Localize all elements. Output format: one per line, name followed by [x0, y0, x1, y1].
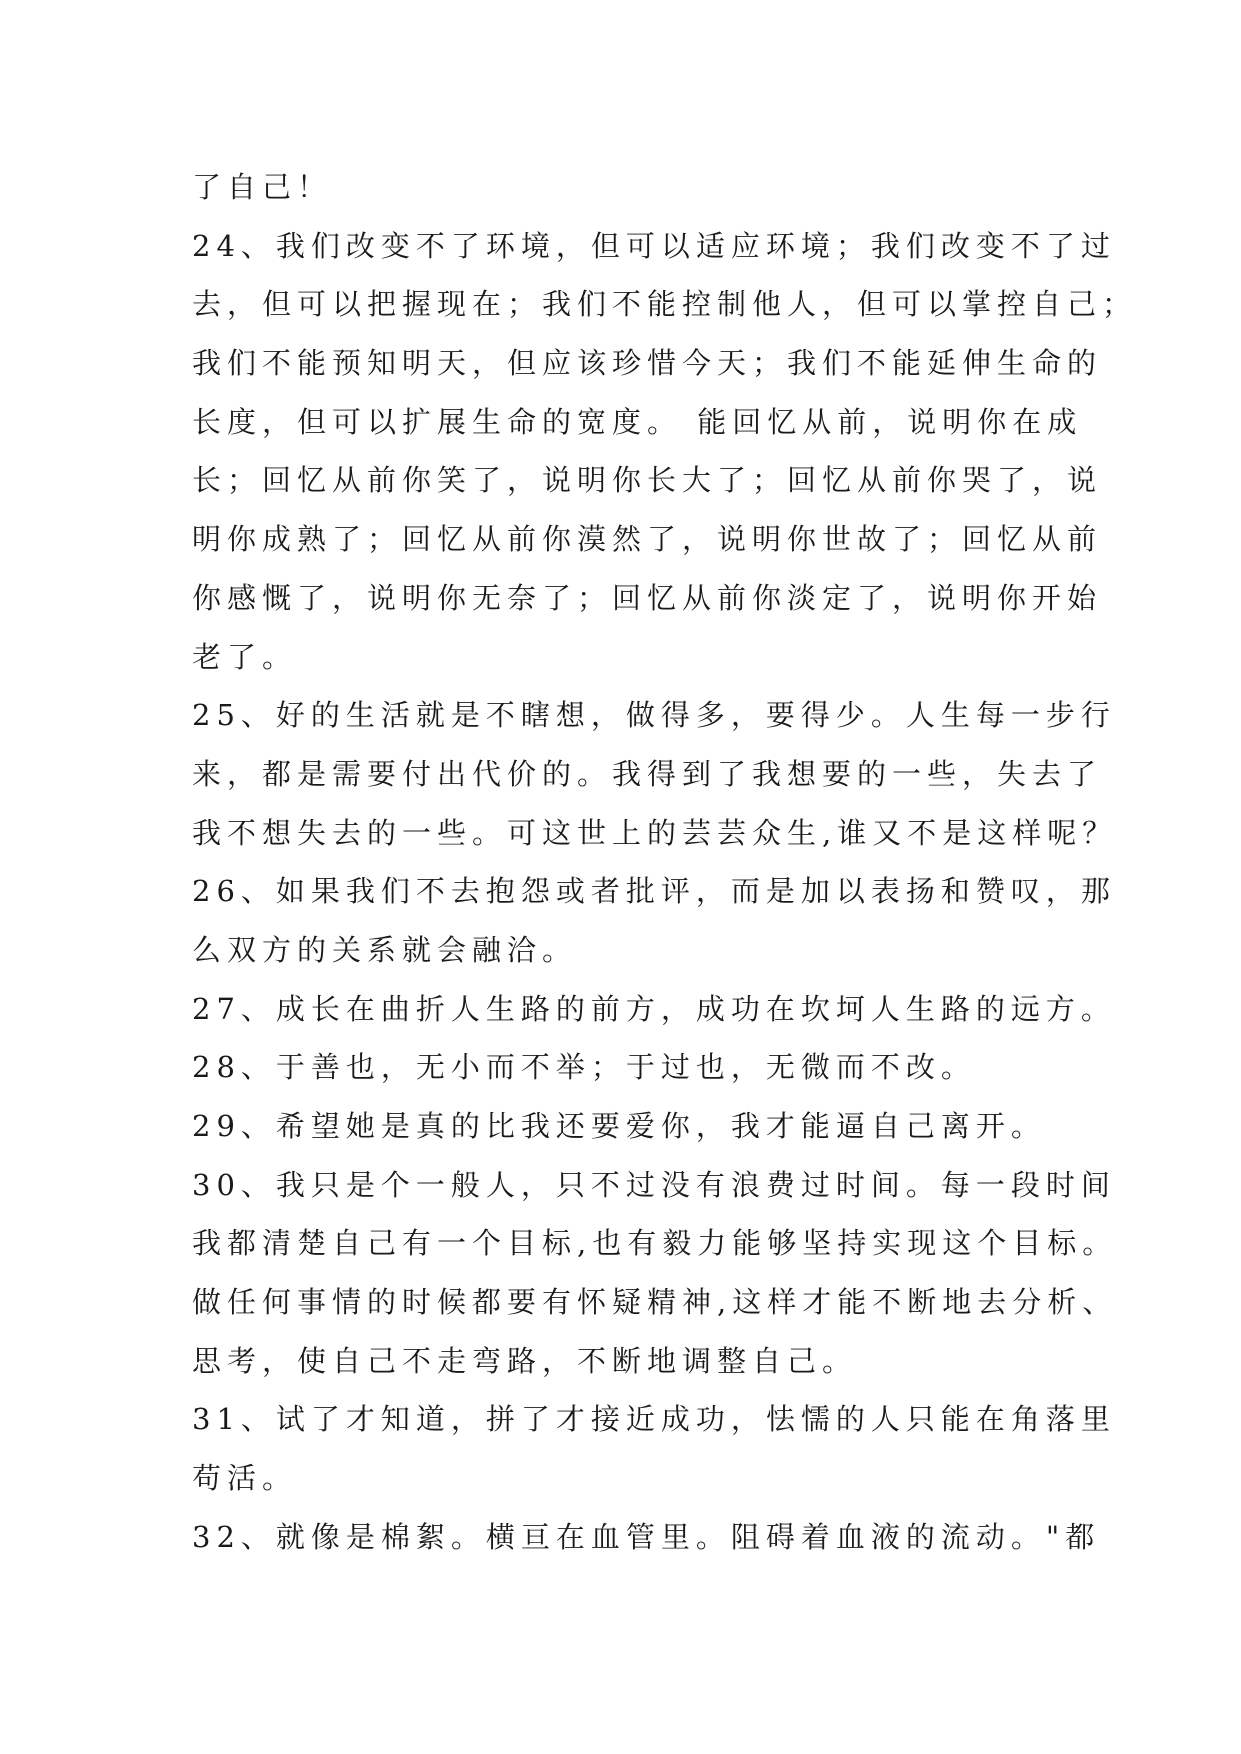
body-text: [192, 158, 1138, 1567]
text-line: 了自己！: [192, 170, 333, 204]
text-line: 长度，但可以扩展生命的宽度。 能回忆从前，说明你在成: [192, 404, 1083, 439]
text-line: 老了。: [192, 639, 298, 674]
text-line: 29、希望她是真的比我还要爱你，我才能逼自己离开。: [192, 1109, 1046, 1143]
text-line: 去，但可以把握现在；我们不能控制他人，但可以掌控自己；: [192, 287, 1138, 322]
text-line: 27、成长在曲折人生路的前方，成功在坎坷人生路的远方。: [192, 991, 1116, 1026]
text-line: 26、如果我们不去抱怨或者批评，而是加以表扬和赞叹，那: [192, 874, 1116, 909]
text-line: 思考，使自己不走弯路，不断地调整自己。: [192, 1343, 858, 1378]
text-line: 么双方的关系就会融洽。: [192, 932, 578, 967]
text-line: 苟活。: [192, 1461, 298, 1496]
text-line: 我都清楚自己有一个目标,也有毅力能够坚持实现这个目标。: [192, 1226, 1118, 1261]
text-line: 明你成熟了；回忆从前你漠然了，说明你世故了；回忆从前: [192, 522, 1103, 557]
text-line: 我们不能预知明天，但应该珍惜今天；我们不能延伸生命的: [192, 346, 1103, 381]
text-line: 25、好的生活就是不瞎想，做得多，要得少。人生每一步行: [192, 698, 1116, 733]
text-line: 我不想失去的一些。可这世上的芸芸众生,谁又不是这样呢？: [192, 815, 1118, 850]
text-line: 24、我们改变不了环境，但可以适应环境；我们改变不了过: [192, 228, 1116, 263]
text-line: 做任何事情的时候都要有怀疑精神,这样才能不断地去分析、: [192, 1285, 1118, 1320]
text-line: 你感慨了，说明你无奈了；回忆从前你淡定了，说明你开始: [192, 580, 1103, 615]
text-line: 31、试了才知道，拼了才接近成功，怯懦的人只能在角落里: [192, 1402, 1116, 1437]
text-line: 长；回忆从前你笑了，说明你长大了；回忆从前你哭了，说: [192, 463, 1103, 498]
text-line: 30、我只是个一般人，只不过没有浪费过时间。每一段时间: [192, 1167, 1116, 1202]
text-line: 28、于善也，无小而不举；于过也，无微而不改。: [192, 1050, 976, 1085]
text-line: 来，都是需要付出代价的。我得到了我想要的一些，失去了: [192, 756, 1103, 791]
text-line: 32、就像是棉絮。横亘在血管里。阻碍着血液的流动。"都: [192, 1519, 1101, 1554]
